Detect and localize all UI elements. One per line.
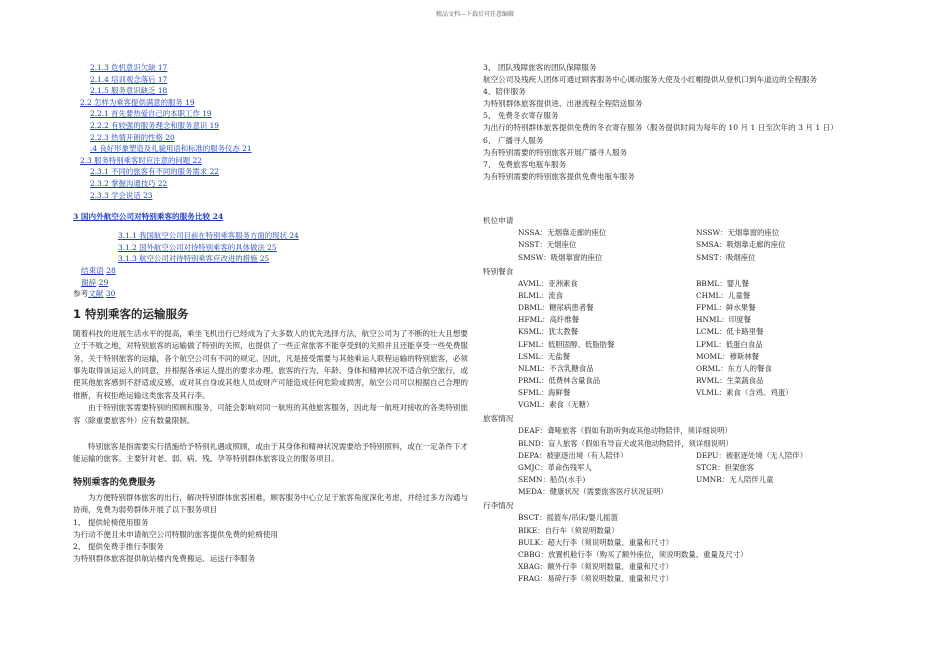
- code-item: SEMN：船员(水手): [518, 474, 586, 484]
- passenger-code-list-bottom: [518, 486, 888, 498]
- code-item: FRAG：易碎行李（须说明数量、重量和尺寸）: [518, 573, 673, 583]
- code-item: LCML：低卡路里餐: [696, 327, 764, 337]
- section-1-paragraph-3: 特别旅客是指需要实行措施给予特别礼遇或照顾，或由于其身体和精神状况需要给予特别照料，或在一定条件下才能运输的旅客。主要针对老、弱、病、残、孕等特别群体旅客设立的服务项目。: [73, 441, 468, 464]
- service-item: 为特别群体旅客提供进、出港流程全程陪送服务: [483, 99, 643, 109]
- seat-request-label: 机位申请: [483, 215, 514, 225]
- service-item: 3、 团队残障旅客的团队保障服务: [483, 63, 597, 72]
- baggage-status-label: 行李情况: [483, 501, 514, 511]
- service-item: 航空公司及残疾人团体可通过顾客服务中心调动服务大使及小红帽提供从登机口到车道边的全程服务: [483, 75, 818, 85]
- code-item: STCR：担架旅客: [696, 462, 755, 472]
- service-item: 5、 免费冬衣寄存服务: [483, 111, 559, 121]
- service-item: 4、陪伴服务: [483, 87, 526, 97]
- toc-chapter-3[interactable]: 3 国内外航空公司对特别乘客的服务比较 24: [73, 212, 224, 222]
- code-item: SFML：海鲜餐: [518, 387, 571, 397]
- service-item: 为出行的特别群体旅客提供免费的冬衣寄存服务（服务提供时间为每年的 10 月 1 日至次年的 3 月 1 日）: [483, 123, 838, 133]
- toc-entry[interactable]: 3.1.2 国外航空公司对待特别乘客的具体做法 25: [118, 242, 277, 252]
- service-item: 1、 提供轮椅使用服务: [73, 517, 149, 527]
- code-item: BSCT：摇篮车/吊床/婴儿摇篮: [518, 513, 618, 523]
- service-item: 7、 免费旅客电瓶车服务: [483, 159, 567, 169]
- code-item: MEDA：健康状况（需要旅客医疗状况证明）: [518, 486, 668, 496]
- toc-entry[interactable]: 2.1.4 培训观念落后 17: [90, 74, 168, 84]
- code-item: BBML：婴儿餐: [696, 279, 749, 289]
- code-item: NSSA：无烟靠走廊的座位: [518, 228, 607, 238]
- code-item: AVML：亚洲素食: [518, 279, 578, 289]
- code-item: GMJC：革命伤残军人: [518, 462, 592, 472]
- code-item: BIKE：自行车（须说明数量）: [518, 525, 619, 535]
- code-item: CHML：儿童餐: [696, 291, 751, 301]
- section-1-paragraph-2: 由于特别旅客需要特别的照顾和服务，可能会影响对同一航班的其他旅客服务，因此每一航班对接收的各类特别旅客（除重要旅客外）应有数量限制。: [73, 403, 468, 425]
- code-item: FPML：鲜水果餐: [696, 303, 756, 313]
- passenger-code-pairs: [518, 450, 888, 486]
- code-item: SMST：吸烟座位: [696, 252, 756, 262]
- code-item: BULK：超大行李（须说明数量、重量和尺寸）: [518, 537, 674, 547]
- seat-code-list: [518, 227, 888, 263]
- code-item: VGML：素食（无糖）: [518, 399, 594, 409]
- toc-entry[interactable]: 2.3.3 学会说话 23: [90, 190, 153, 200]
- code-item: CBBG：放置机舱行李（购买了额外座位，须说明数量、重量及尺寸）: [518, 549, 748, 559]
- toc-entry[interactable]: 2.3.1 不同的旅客有不同的服务需求 22: [90, 167, 219, 177]
- code-item: HNML：印度餐: [696, 315, 751, 325]
- toc-conclusion[interactable]: 结束语 28: [81, 265, 116, 275]
- service-item: 为有特别需要的特别旅客开展广播寻人服务: [483, 147, 628, 157]
- code-item: NSST：无烟座位: [518, 240, 577, 250]
- toc-entry[interactable]: 2.3.2 掌握沟通技巧 22: [90, 178, 168, 188]
- code-item: SMSW：吸烟靠窗的座位: [518, 252, 603, 262]
- code-item: DEPU：被驱逐处境（无人陪伴）: [696, 450, 808, 460]
- right-column: [483, 62, 888, 585]
- free-services-title: 特别乘客的免费服务: [73, 476, 156, 488]
- left-column: [73, 62, 468, 565]
- toc-entry[interactable]: .4 良好形象塑造及礼貌用语和标准的服务仪态 21: [90, 144, 252, 154]
- service-item: 6、 广播寻人服务: [483, 135, 544, 145]
- code-item: [696, 399, 888, 411]
- code-item: XBAG：额外行李（须说明数量、重量和尺寸）: [518, 561, 673, 571]
- toc-entry[interactable]: 2.1.5 服务意识缺乏 18: [90, 86, 168, 96]
- table-of-contents: [73, 62, 468, 300]
- code-item: ORML：东方人的餐食: [696, 363, 772, 373]
- code-item: MOML：穆斯林餐: [696, 351, 760, 361]
- code-item: UMNR：无人陪伴儿童: [696, 474, 774, 484]
- code-item: HFML：高纤维餐: [518, 315, 580, 325]
- code-item: DEAF：聋哑旅客（假如有助听狗或其他动物陪伴，须详细说明）: [518, 426, 732, 436]
- free-services-intro: 为方便特别群体旅客的出行，解决特别群体旅客困难，顾客服务中心立足于旅客角度深化考虑，并经过多方沟通与协商，免费为弱势群体开展了以下服务项目: [73, 492, 468, 515]
- special-meal-label: 特别餐食: [483, 266, 514, 276]
- toc-entry[interactable]: 2.2.2 有较强的服务理念和服务意识 19: [90, 120, 219, 130]
- baggage-code-list: [518, 512, 888, 585]
- toc-entry[interactable]: 2.3 服务特别乘客时应注意的问题 22: [80, 155, 202, 165]
- toc-entry[interactable]: 3.1.1 我国航空公司目前在特别乘客服务方面的现状 24: [118, 231, 299, 241]
- code-item: NLML：不含乳糖食品: [518, 363, 594, 373]
- code-item: KSML：犹太教餐: [518, 327, 579, 337]
- code-item: DEPA：被驱逐出境（有人陪伴）: [518, 450, 628, 460]
- code-item: BLML：流食: [518, 291, 563, 301]
- code-item: VLML：素食（含鸡、鸡蛋）: [696, 387, 793, 397]
- code-item: PRML：低费林含量食品: [518, 375, 601, 385]
- toc-entry[interactable]: 2.2.3 热情开朗的性格 20: [90, 132, 175, 142]
- toc-entry[interactable]: 2.1.3 危机意识欠缺 17: [90, 63, 168, 72]
- code-item: BLND：盲人旅客（假如有导盲犬或其他动物陪伴，须详细说明）: [518, 438, 733, 448]
- code-item: DBML：糖尿病患者餐: [518, 303, 594, 313]
- toc-entry[interactable]: 3.1.3 航空公司对待特别乘客应改进的措施 25: [118, 254, 270, 264]
- page-header-note: 精品文档---下载后可任意编辑: [435, 11, 515, 18]
- code-item: LSML：无盐餐: [518, 351, 571, 361]
- section-1-paragraph-1: 随着科技的进展生活水平的提高，乘坐飞机出行已经成为了大多数人的优先选择方法，航空公司为了不断的壮大且想要立于不败之地，对特别旅客的运输做了特别的关照，也提供了一些正常旅客不能享受到的关照并且还能享受一些免费服务，关于特别旅客的运输，各个航空公司有不同的规定。因此，凡是接受需要与其他乘运人联程运输的特别旅客，必须事先取得该运运人的同意，并根据各承运人提出的要求办理。旅客的行为、年龄、身体和精神状况不适合航空旅行，或使其他旅客感到不舒适或反感，或对其自身或其他人员或财产可能造成任何危险或损害，航空公司可以根据自己合理的推断，有权拒绝运输这类旅客及其行李。: [73, 328, 468, 400]
- meal-code-list: [518, 278, 888, 411]
- passenger-status-label: 旅客情况: [483, 414, 514, 424]
- service-item: 为有特别需要的特别旅客提供免费电瓶车服务: [483, 171, 635, 181]
- code-item: SMSA：吸烟靠走廊的座位: [696, 240, 786, 250]
- code-item: LFML：低胆固醇、低脂肪餐: [518, 339, 615, 349]
- service-item: 为行动不便且未申请航空公司特服的旅客提供免费的轮椅使用: [73, 529, 279, 539]
- code-item: NSSW：无烟靠窗的座位: [696, 228, 780, 238]
- toc-entry[interactable]: 2.2.1 首先要热爱自己的本职工作 19: [90, 109, 212, 119]
- toc-thanks[interactable]: 谢辞 29: [81, 277, 109, 287]
- service-item: 2、 提供免费手推行李服务: [73, 541, 164, 551]
- passenger-code-list: [518, 425, 888, 449]
- toc-entry[interactable]: 2.2 怎样为乘客提供满意的服务 19: [80, 97, 195, 107]
- code-item: LPML：低蛋白食品: [696, 339, 763, 349]
- code-item: RVML：生菜蔬食品: [696, 375, 764, 385]
- service-item: 为特别群体旅客提供航站楼内免费搬运、运送行李服务: [73, 553, 256, 563]
- section-1-title: 1 特别乘客的运输服务: [73, 306, 189, 321]
- toc-references[interactable]: 参考文献 30: [73, 289, 116, 299]
